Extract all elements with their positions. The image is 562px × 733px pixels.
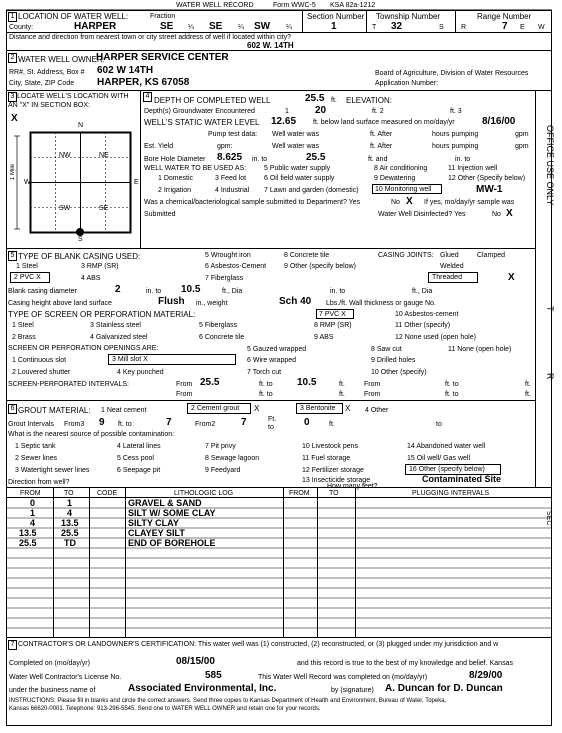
business-label: under the business name of (9, 687, 96, 694)
casing-in-to: in. to (146, 288, 162, 295)
range-value: 7 (502, 21, 508, 32)
license-value: 585 (205, 670, 222, 681)
casing-ft-dia-2: ft., Dia (412, 288, 433, 295)
grout-to-label: to (268, 424, 274, 431)
joint-clamped[interactable]: Clamped (477, 252, 506, 259)
static-level-date: 8/16/00 (482, 116, 516, 127)
static-level-value: 12.65 (271, 116, 297, 127)
grout-intervals-label: Grout Intervals (8, 421, 54, 428)
casing-5-wrought[interactable]: 5 Wrought iron (205, 252, 251, 259)
section-5-number: 5 (8, 251, 17, 261)
casing-3-rmp[interactable]: 3 RMP (SR) (81, 263, 119, 270)
instructions-line-2: Kansas 66620-0001. Telephone: 913-296-5545. Send one to WATER WELL OWNER and retain one for your records. (9, 706, 321, 712)
use-12-other[interactable]: 12 Other (Specify below) (448, 175, 526, 182)
opening-2-louvered[interactable]: 2 Louvered shutter (12, 369, 71, 376)
fraction-label: Fraction (150, 13, 176, 20)
casing-4-abs[interactable]: 4 ABS (81, 275, 101, 282)
interval-1-ft: ft. (339, 381, 345, 388)
log-row-desc: SILTY CLAY (128, 518, 179, 528)
screen-3-stainless[interactable]: 3 Stainless steel (90, 322, 141, 329)
office-use-only-label: OFFICE USE ONLY (545, 125, 555, 206)
log-row-to: TD (64, 538, 76, 548)
interval-1-to: 10.5 (297, 377, 317, 388)
opening-10-other[interactable]: 10 Other (specify) (371, 369, 427, 376)
fraction-1: SE (160, 21, 174, 32)
contam-7-privy[interactable]: 7 Pit privy (205, 443, 236, 450)
pump-hours: hours pumping (432, 131, 479, 138)
static-level-label: WELL'S STATIC WATER LEVEL (144, 118, 260, 127)
interval-1-ftto: ft. to (259, 381, 273, 388)
log-header-from: FROM (20, 490, 41, 497)
quarter-1: ¼ (188, 24, 194, 31)
opening-1-continuous[interactable]: 1 Continuous slot (12, 357, 67, 364)
use-2-irrigation[interactable]: 2 Irrigation (158, 187, 192, 194)
casing-diameter-label: Blank casing diameter (8, 288, 77, 295)
screen-9-abs[interactable]: 9 ABS (314, 334, 334, 341)
openings-label: SCREEN OR PERFORATION OPENINGS ARE: (8, 345, 159, 352)
completed-label: Completed on (mo/day/yr) (9, 660, 90, 667)
disinfected-label: Water Well Disinfected? Yes (378, 211, 466, 218)
board-label: Board of Agriculture, Division of Water Resources (375, 70, 529, 77)
grout-from2-value: 7 (241, 417, 247, 428)
grout-to-value: 7 (166, 417, 172, 428)
contam-1-septic[interactable]: 1 Septic tank (15, 443, 56, 450)
township-s: S (439, 24, 444, 31)
interval-2b-from-label: From (364, 391, 381, 398)
fraction-2: SE (209, 21, 223, 32)
county-label: County: (9, 24, 34, 31)
yield-label: Est. Yield (144, 143, 174, 150)
contam-15-oil-gas[interactable]: 15 Oil well/ Gas well (407, 455, 471, 462)
screen-6-concrete[interactable]: 6 Concrete tile (199, 334, 245, 341)
use-4-industrial[interactable]: 4 Industrial (215, 187, 250, 194)
one-mile-label: 1 Mile (10, 164, 16, 181)
quadrant-ne: NE (99, 152, 109, 159)
bore-in-to: in. to (252, 156, 268, 163)
disinfected-no[interactable]: No (492, 211, 501, 218)
contam-16-other[interactable]: 16 Other (specify below) (405, 464, 501, 475)
grout-from-3: From3 (64, 421, 85, 428)
log-row-from: 4 (30, 518, 36, 528)
grout-1-neat[interactable]: 1 Neat cement (101, 407, 147, 414)
quadrant-sw: SW (59, 205, 71, 212)
chem-no[interactable]: No (391, 199, 400, 206)
casing-lbs-label: Lbs./ft. Wall thickness or gauge No. (326, 300, 436, 307)
screen-intervals-label: SCREEN-PERFORATED INTERVALS: (8, 381, 129, 388)
owner-value: HARPER SERVICE CENTER (96, 52, 229, 63)
log-header-to: TO (64, 490, 74, 497)
distance-label: Distance and direction from nearest town or city street address of well if located within city? (9, 34, 292, 41)
compass-s: S (78, 236, 83, 243)
interval-2-ftto: ft. to (259, 391, 273, 398)
signature-label: by (signature) (331, 687, 374, 694)
license-label: Water Well Contractor's License No. (9, 674, 122, 681)
section-2-number: 2 (8, 53, 17, 63)
interval-1b-ft: ft. (525, 381, 531, 388)
grout-material-label: GROUT MATERIAL: (18, 406, 91, 415)
range-e: E (520, 24, 525, 31)
record-completed-label: This Water Well Record was completed on (mo/day/yr) (258, 674, 428, 681)
business-name: Associated Environmental, Inc. (128, 683, 277, 694)
grout-ft-label: Ft. (268, 416, 277, 423)
depth-label: DEPTH OF COMPLETED WELL (154, 96, 271, 105)
side-r-label: R (545, 373, 555, 380)
screen-5-fiberglass[interactable]: 5 Fiberglass (199, 322, 238, 329)
statute: KSA 82a-1212 (330, 2, 376, 9)
contam-13-insecticide[interactable]: 13 Insecticide storage (302, 477, 371, 484)
casing-1-steel[interactable]: 1 Steel (16, 263, 38, 270)
use-1-domestic[interactable]: 1 Domestic (158, 175, 194, 182)
casing-ft-dia: ft., Dia (222, 288, 243, 295)
log-row-from: 1 (30, 508, 36, 518)
true-best-text: and this record is true to the best of my knowledge and belief. Kansas (297, 660, 513, 667)
joint-welded[interactable]: Welded (440, 263, 464, 270)
screen-8-rmp[interactable]: 8 RMP (SR) (314, 322, 352, 329)
direction-label: Direction from well? (8, 479, 70, 486)
screen-12-none[interactable]: 12 None used (open hole) (395, 334, 476, 341)
use-10-monitoring[interactable]: 10 Monitoring well (372, 184, 442, 194)
use-3-feedlot[interactable]: 3 Feed lot (215, 175, 247, 182)
quadrant-nw: NW (59, 152, 71, 159)
compass-w: W (24, 179, 31, 186)
yield-after: ft. After (370, 143, 393, 150)
interval-2-ft: ft. (339, 391, 345, 398)
casing-7-fiberglass[interactable]: 7 Fiberglass (205, 275, 244, 282)
use-5-public[interactable]: 5 Public water supply (264, 165, 331, 172)
contaminated-site: Contaminated Site (422, 474, 502, 484)
signature-value: A. Duncan for D. Duncan (385, 683, 503, 694)
record-completed-date: 8/29/00 (469, 670, 503, 681)
casing-weight-value: Sch 40 (279, 296, 312, 307)
contam-8-lagoon[interactable]: 8 Sewage lagoon (205, 455, 260, 462)
section-number-label: Section Number (307, 12, 365, 21)
log-row-to: 25.5 (61, 528, 79, 538)
township-label: Township Number (376, 12, 441, 21)
grout-3-bentonite[interactable]: 3 Bentonite (296, 403, 343, 414)
bore-label: Bore Hole Diameter (144, 156, 206, 163)
contam-6-seepage[interactable]: 6 Seepage pit (117, 467, 161, 474)
interval-1b-from-label: From (364, 381, 381, 388)
use-8-air[interactable]: 8 Air conditioning (374, 165, 428, 172)
well-location-dot (76, 228, 84, 236)
log-row-to: 13.5 (61, 518, 79, 528)
casing-to-value: 10.5 (181, 284, 201, 295)
screen-1-steel[interactable]: 1 Steel (12, 322, 34, 329)
pump-test-label: Pump test data: (208, 131, 258, 138)
range-r: R (461, 24, 467, 31)
interval-2-from-label: From (176, 391, 193, 398)
groundwater-1-num: 1 (285, 108, 289, 115)
static-level-rest: ft. below land surface measured on mo/day/yr (313, 119, 455, 126)
grout-from-2: From2 (195, 421, 216, 428)
fraction-3: SW (254, 21, 271, 32)
contam-4-lateral[interactable]: 4 Lateral lines (117, 443, 161, 450)
certification-label: CONTRACTOR'S OR LANDOWNER'S CERTIFICATION: This water well was (1) constructed, (2) reconstructed, or (3) plugged under my jurisdiction and w (18, 641, 499, 648)
address-label: RR#, St. Address, Box # (9, 69, 85, 76)
log-row-desc: SILT W/ SOME CLAY (128, 508, 216, 518)
grout-3-x: X (345, 404, 351, 413)
log-row-from: 25.5 (19, 538, 37, 548)
elevation-label: ELEVATION: (346, 96, 392, 105)
contam-9-feedyard[interactable]: 9 Feedyard (205, 467, 241, 474)
grout-from-value: 9 (99, 417, 105, 428)
groundwater-1-value: 20 (315, 105, 327, 116)
submitted-label: Submitted (144, 211, 176, 218)
quarter-3: ¼ (286, 24, 292, 31)
log-row-desc: GRAVEL & SAND (128, 498, 202, 508)
opening-8-saw[interactable]: 8 Saw cut (371, 346, 402, 353)
interval-2b-ftto: ft. to (445, 391, 459, 398)
casing-height-label: Casing height above land surface (8, 300, 112, 307)
casing-joints-label: CASING JOINTS: (378, 252, 434, 259)
casing-diameter-value: 2 (115, 284, 121, 295)
owner-label: WATER WELL OWNER: (18, 55, 105, 64)
section-7-number: 7 (8, 640, 17, 650)
groundwater-2: ft. 2 (372, 108, 384, 115)
grout-ft-3: ft. (329, 421, 335, 428)
grout-to-3: to (436, 421, 442, 428)
bore-value: 8.625 (217, 152, 243, 163)
screen-4-galvanized[interactable]: 4 Galvanized steel (90, 334, 148, 341)
side-sec-label: SEC (545, 511, 552, 526)
groundwater-label: Depth(s) Groundwater Encountered (144, 108, 255, 115)
log-row-to: 4 (67, 508, 73, 518)
grout-4-other[interactable]: 4 Other (365, 407, 389, 414)
casing-weight-label: in., weight (196, 300, 228, 307)
chem-no-x: X (406, 196, 413, 207)
application-label: Application Number: (375, 80, 439, 87)
grout-to2-value: 0 (304, 417, 310, 428)
interval-1-from: 25.5 (200, 377, 220, 388)
interval-1-from-label: From (176, 381, 193, 388)
interval-1b-ftto: ft. to (445, 381, 459, 388)
casing-9-other[interactable]: 9 Other (specify below) (284, 263, 356, 270)
address-value: 602 W 14TH (97, 65, 154, 76)
township-value: 32 (391, 21, 403, 32)
opening-11-none[interactable]: 11 None (open hole) (448, 346, 512, 353)
screen-7-pvc[interactable]: 7 PVC X (316, 309, 354, 319)
use-label: WELL WATER TO BE USED AS: (144, 165, 247, 172)
casing-in-to-2: in. to (330, 288, 346, 295)
range-w: W (538, 24, 545, 31)
chem-sample-label: Was a chemical/bacteriological sample submitted to Department? Yes (144, 199, 361, 206)
grout-ft-to: ft. to (118, 421, 132, 428)
grout-2-x: X (254, 404, 260, 413)
section-3-number: 3 (8, 92, 17, 102)
locate-label-2: AN "X" IN SECTION BOX: (8, 102, 90, 109)
joint-threaded-x: X (508, 272, 515, 283)
compass-n: N (78, 122, 84, 129)
contam-14-abandoned[interactable]: 14 Abandoned water well (407, 443, 486, 450)
log-header-to-2: TO (329, 490, 339, 497)
bore-ft-and: ft. and (368, 156, 388, 163)
contam-10-livestock[interactable]: 10 Livestock pens (302, 443, 359, 450)
opening-4-key[interactable]: 4 Key punched (117, 369, 164, 376)
use-9-dewatering[interactable]: 9 Dewatering (374, 175, 416, 182)
how-many-feet: How many feet? (327, 483, 378, 490)
disinfected-no-x: X (506, 208, 513, 219)
range-label: Range Number (477, 12, 532, 21)
contam-11-fuel[interactable]: 11 Fuel storage (302, 455, 351, 462)
depth-ft: ft. (331, 97, 337, 104)
screen-2-brass[interactable]: 2 Brass (12, 334, 36, 341)
blank-casing-label: TYPE OF BLANK CASING USED: (18, 252, 141, 261)
section-6-number: 6 (8, 404, 17, 414)
use-6-oilfield[interactable]: 6 Oil field water supply (264, 175, 335, 182)
log-row-to: 1 (67, 498, 73, 508)
use-7-lawn[interactable]: 7 Lawn and garden (domestic) (264, 187, 359, 194)
section-number-value: 1 (331, 21, 337, 32)
log-header-from-2: FROM (289, 490, 310, 497)
form-number: Form WWC-5 (273, 2, 316, 9)
pump-gpm: gpm (515, 131, 529, 138)
screen-material-label: TYPE OF SCREEN OR PERFORATION MATERIAL: (8, 310, 196, 319)
chem-if-yes: If yes, mo/day/yr sample was (424, 199, 515, 206)
depth-value: 25.5 (305, 93, 325, 104)
contam-12-fertilizer[interactable]: 12 Fertilizer storage (302, 467, 364, 474)
opening-6-wire[interactable]: 6 Wire wrapped (247, 357, 297, 364)
log-header-code: CODE (97, 490, 118, 497)
bore-to-value: 25.5 (306, 152, 326, 163)
city-value: HARPER, KS 67058 (97, 77, 190, 88)
log-row-from: 13.5 (19, 528, 37, 538)
form-title: WATER WELL RECORD (176, 2, 254, 9)
use-11-injection[interactable]: 11 Injection well (448, 165, 498, 172)
contam-3-watertight[interactable]: 3 Watertight sewer lines (15, 467, 90, 474)
location-label: LOCATION OF WATER WELL: (18, 12, 129, 21)
casing-2-pvc[interactable]: 2 PVC X (10, 272, 50, 283)
joint-threaded[interactable]: Threaded (428, 272, 478, 283)
opening-9-drilled[interactable]: 9 Drilled holes (371, 357, 416, 364)
log-header-lithologic: LITHOLOGIC LOG (174, 490, 234, 497)
opening-7-torch[interactable]: 7 Torch cut (247, 369, 282, 376)
bore-in-to-2: in. to (455, 156, 471, 163)
opening-3-mill-slot[interactable]: 3 Mill slot X (108, 354, 236, 365)
casing-height-value: Flush (158, 296, 185, 307)
opening-5-gauzed[interactable]: 5 Gauzed wrapped (247, 346, 307, 353)
section-4-number: 4 (143, 92, 152, 102)
section-1-number: 1 (8, 12, 17, 22)
completed-date: 08/15/00 (176, 656, 215, 667)
screen-11-other[interactable]: 11 Other (specify) (395, 322, 451, 329)
contamination-label: What is the nearest source of possible contamination: (8, 431, 175, 438)
joint-glued[interactable]: Glued (440, 252, 459, 259)
log-row-desc: CLAYEY SILT (128, 528, 185, 538)
side-t-label: T (545, 306, 555, 312)
log-row-desc: END OF BOREHOLE (128, 538, 216, 548)
quadrant-se: SE (99, 205, 109, 212)
section-box-x: X (11, 113, 18, 124)
instructions-line-1: INSTRUCTIONS: Please fill in blanks and circle the correct answers. Send three copies to Kansas Department of Health and Environment, Bureau of Water, Topeka, (9, 698, 447, 704)
county-value: HARPER (74, 21, 117, 32)
yield-gpm-2: gpm (515, 143, 529, 150)
log-row-from: 0 (30, 498, 36, 508)
grout-2-cement[interactable]: 2 Cement grout (187, 403, 251, 414)
yield-gpm: gpm: (217, 143, 233, 150)
quarter-2: ¼ (238, 24, 244, 31)
township-t: T (372, 24, 377, 31)
monitoring-well-id: MW-1 (476, 184, 503, 195)
pump-well-water: Well water was (272, 131, 319, 138)
log-header-plugging: PLUGGING INTERVALS (412, 490, 490, 497)
interval-2b-ft: ft. (525, 391, 531, 398)
distance-value: 602 W. 14TH (247, 41, 294, 50)
pump-after: ft. After (370, 131, 393, 138)
compass-e: E (134, 179, 139, 186)
locate-label-1: LOCATE WELL'S LOCATION WITH (17, 93, 129, 100)
yield-hours: hours pumping (432, 143, 479, 150)
yield-well-water: Well water was (272, 143, 319, 150)
city-label: City, State, ZIP Code (9, 80, 75, 87)
casing-6-asbestos[interactable]: 6 Asbestos-Cement (205, 263, 267, 270)
contam-5-cesspool[interactable]: 5 Cess pool (117, 455, 154, 462)
contam-2-sewer[interactable]: 2 Sewer lines (15, 455, 58, 462)
casing-8-concrete[interactable]: 8 Concrete tile (284, 252, 330, 259)
groundwater-3: ft. 3 (450, 108, 462, 115)
screen-10-asbestos[interactable]: 10 Asbestos-cement (395, 311, 459, 318)
